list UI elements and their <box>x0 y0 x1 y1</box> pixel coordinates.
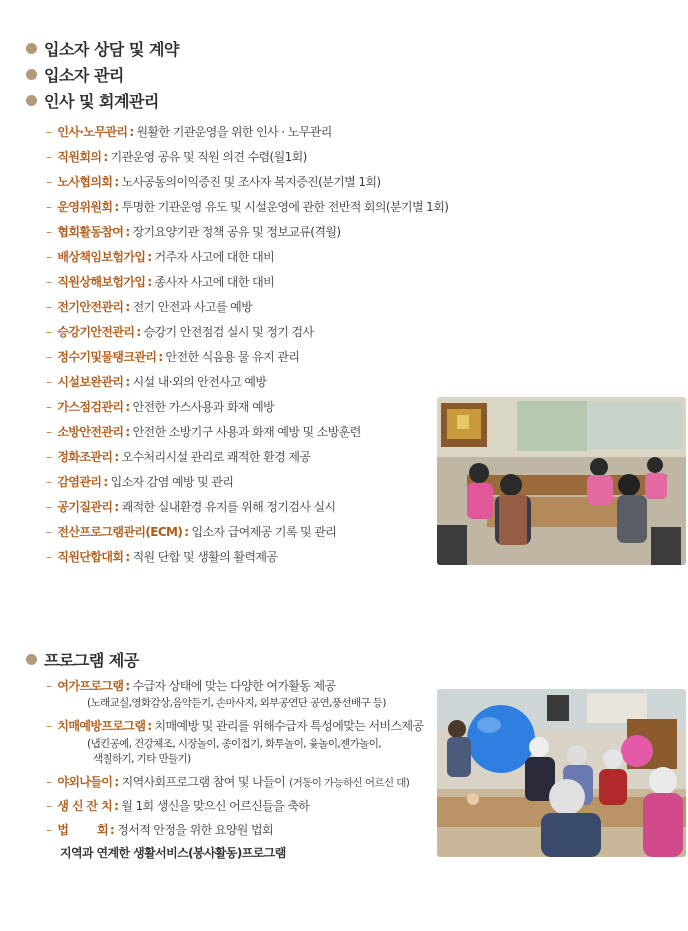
dash-icon: – <box>46 225 52 239</box>
section-program <box>26 648 139 671</box>
item-desc: 안전한 식음용 물 유지 관리 <box>165 350 300 364</box>
dash-icon: – <box>46 400 52 414</box>
item-label: 직원회의 <box>57 150 102 164</box>
dash-icon: – <box>46 679 52 693</box>
bullet-icon <box>26 654 37 665</box>
dash-icon: – <box>46 425 52 439</box>
bullet-icon <box>26 69 37 80</box>
section-resident-management <box>26 63 124 86</box>
list-item: – 야외나들이 : 지역사회프로그램 참여 및 나들이 (거동이 가능하신 어르신 대) <box>46 775 410 789</box>
item-desc: 치매예방 및 관리를 위해수급자 특성에맞는 서비스제공 <box>154 719 424 733</box>
dash-icon: – <box>46 125 52 139</box>
staff-meeting-photo <box>437 397 686 565</box>
dash-icon: – <box>46 719 52 733</box>
item-label: 인사·노무관리 <box>57 125 128 139</box>
dash-icon: – <box>46 550 52 564</box>
list-item: – 정수기및물탱크관리 : 안전한 식음용 물 유지 관리 <box>46 350 300 364</box>
item-note: (거동이 가능하신 어르신 대) <box>289 777 410 789</box>
list-item: – 법 회 : 정서적 안정을 위한 요양원 법회 <box>46 823 273 837</box>
list-item: – 가스점검관리 : 안전한 가스사용과 화재 예방 <box>46 400 275 414</box>
item-label: 노사협의회 <box>57 175 113 189</box>
item-desc: 전기 안전과 사고를 예방 <box>132 300 253 314</box>
list-item: – 직원상해보험가입 : 종사자 사고에 대한 대비 <box>46 275 275 289</box>
section-title: 입소자 관리 <box>44 66 124 85</box>
item-desc: 월 1회 생신을 맞으신 어르신들을 축하 <box>121 799 310 813</box>
section-hr-accounting <box>26 89 159 112</box>
list-item: – 승강기안전관리 : 승강기 안전점검 실시 및 정기 검사 <box>46 325 314 339</box>
item-label: 정수기및물탱크관리 <box>57 350 157 364</box>
bullet-icon <box>26 95 37 106</box>
dash-icon: – <box>46 325 52 339</box>
list-item: – 소방안전관리 : 안전한 소방기구 사용과 화재 예방 및 소방훈련 <box>46 425 361 439</box>
item-desc: 거주자 사고에 대한 대비 <box>154 250 275 264</box>
item-label: 시설보완관리 <box>57 375 124 389</box>
item-label: 배상책임보험가입 <box>57 250 146 264</box>
item-label: 법 회 <box>57 823 109 837</box>
section-consultation <box>26 37 179 60</box>
item-label: 정화조관리 <box>57 450 113 464</box>
dash-icon: – <box>46 150 52 164</box>
list-item: – 치매예방프로그램 : 치매예방 및 관리를 위해수급자 특성에맞는 서비스제공 <box>46 719 424 733</box>
dash-icon: – <box>46 350 52 364</box>
photo-icon <box>437 689 686 857</box>
section-title: 프로그램 제공 <box>44 651 139 670</box>
item-sub-text: 색칠하기, 기타 만들기) <box>93 753 191 765</box>
local-service-program: 지역과 연계한 생활서비스(봉사활동)프로그램 <box>60 846 286 860</box>
dash-icon: – <box>46 275 52 289</box>
ball-activity-photo <box>437 689 686 857</box>
item-desc: 투명한 기관운영 유도 및 시설운영에 관한 전반적 회의(분기별 1회) <box>121 200 449 214</box>
list-item: – 전기안전관리 : 전기 안전과 사고를 예방 <box>46 300 253 314</box>
list-item: – 인사·노무관리 : 원활한 기관운영을 위한 인사 · 노무관리 <box>46 125 332 139</box>
item-desc: 안전한 소방기구 사용과 화재 예방 및 소방훈련 <box>132 425 361 439</box>
item-desc: 시설 내·외의 안전사고 예방 <box>132 375 267 389</box>
item-label: 전기안전관리 <box>57 300 124 314</box>
dash-icon: – <box>46 200 52 214</box>
item-desc: 정서적 안정을 위한 요양원 법회 <box>117 823 273 837</box>
dash-icon: – <box>46 175 52 189</box>
list-item: – 전산프로그램관리(ECM) : 입소자 급여제공 기록 및 관리 <box>46 525 337 539</box>
item-label: 여가프로그램 <box>57 679 124 693</box>
item-label: 직원상해보험가입 <box>57 275 146 289</box>
bullet-icon <box>26 43 37 54</box>
dash-icon: – <box>46 799 52 813</box>
dash-icon: – <box>46 450 52 464</box>
item-label: 공기질관리 <box>57 500 113 514</box>
item-label: 치매예방프로그램 <box>57 719 146 733</box>
item-label: 생 신 잔 치 <box>57 799 113 813</box>
item-label: 감염관리 <box>57 475 102 489</box>
item-label: 소방안전관리 <box>57 425 124 439</box>
item-sub-text: (냅킨공예, 건강체조, 시장놀이, 종이접기, 화투놀이, 윷놀이,젠가놀이, <box>87 738 382 750</box>
list-item: – 시설보완관리 : 시설 내·외의 안전사고 예방 <box>46 375 267 389</box>
item-sub-text: (노래교실,영화감상,음악듣기, 손마사지, 외부공연단 공연,풍선배구 등) <box>87 697 386 709</box>
item-desc: 오수처리시설 관리로 쾌적한 환경 제공 <box>121 450 311 464</box>
dash-icon: – <box>46 375 52 389</box>
item-label: 승강기안전관리 <box>57 325 135 339</box>
dash-icon: – <box>46 525 52 539</box>
item-label: 야외나들이 <box>57 775 113 789</box>
item-desc: 지역사회프로그램 참여 및 나들이 <box>121 775 286 789</box>
list-item: – 정화조관리 : 오수처리시설 관리로 쾌적한 환경 제공 <box>46 450 311 464</box>
item-label: 전산프로그램관리(ECM) <box>57 525 183 539</box>
item-desc: 원활한 기관운영을 위한 인사 · 노무관리 <box>136 125 332 139</box>
dash-icon: – <box>46 500 52 514</box>
list-item: – 직원회의 : 기관운영 공유 및 직원 의견 수렴(월1회) <box>46 150 307 164</box>
item-desc: 장기요양기관 정책 공유 및 정보교류(격월) <box>132 225 341 239</box>
list-item: – 노사협의회 : 노사공동의이익증진 및 조사자 복지증진(분기별 1회) <box>46 175 381 189</box>
item-desc: 기관운영 공유 및 직원 의견 수렴(월1회) <box>110 150 307 164</box>
dash-icon: – <box>46 775 52 789</box>
item-label: 운영위원회 <box>57 200 113 214</box>
list-item: – 생 신 잔 치 : 월 1회 생신을 맞으신 어르신들을 축하 <box>46 799 310 813</box>
list-item: – 여가프로그램 : 수급자 상태에 맞는 다양한 여가활동 제공 <box>46 679 336 693</box>
item-desc: 입소자 급여제공 기록 및 관리 <box>191 525 337 539</box>
item-desc: 입소자 감염 예방 및 관리 <box>110 475 234 489</box>
list-item: – 배상책임보험가입 : 거주자 사고에 대한 대비 <box>46 250 275 264</box>
item-desc: 수급자 상태에 맞는 다양한 여가활동 제공 <box>132 679 336 693</box>
list-item: – 공기질관리 : 쾌적한 실내환경 유지를 위해 정기검사 실시 <box>46 500 336 514</box>
dash-icon: – <box>46 823 52 837</box>
item-desc: 종사자 사고에 대한 대비 <box>154 275 275 289</box>
item-label: 가스점검관리 <box>57 400 124 414</box>
photo-icon <box>437 397 686 565</box>
item-desc: 노사공동의이익증진 및 조사자 복지증진(분기별 1회) <box>121 175 381 189</box>
dash-icon: – <box>46 250 52 264</box>
item-desc: 직원 단합 및 생활의 활력제공 <box>132 550 278 564</box>
section-title: 입소자 상담 및 계약 <box>44 40 179 59</box>
item-desc: 안전한 가스사용과 화재 예방 <box>132 400 275 414</box>
list-item: – 협회활동참여 : 장기요양기관 정책 공유 및 정보교류(격월) <box>46 225 341 239</box>
item-desc: 승강기 안전점검 실시 및 정기 검사 <box>143 325 314 339</box>
list-item: – 직원단합대회 : 직원 단합 및 생활의 활력제공 <box>46 550 278 564</box>
list-item: – 감염관리 : 입소자 감염 예방 및 관리 <box>46 475 234 489</box>
section-title: 인사 및 회계관리 <box>44 92 159 111</box>
dash-icon: – <box>46 475 52 489</box>
item-desc: 쾌적한 실내환경 유지를 위해 정기검사 실시 <box>121 500 336 514</box>
dash-icon: – <box>46 300 52 314</box>
item-label: 협회활동참여 <box>57 225 124 239</box>
item-label: 직원단합대회 <box>57 550 124 564</box>
list-item: – 운영위원회 : 투명한 기관운영 유도 및 시설운영에 관한 전반적 회의(분기별 1회) <box>46 200 449 214</box>
